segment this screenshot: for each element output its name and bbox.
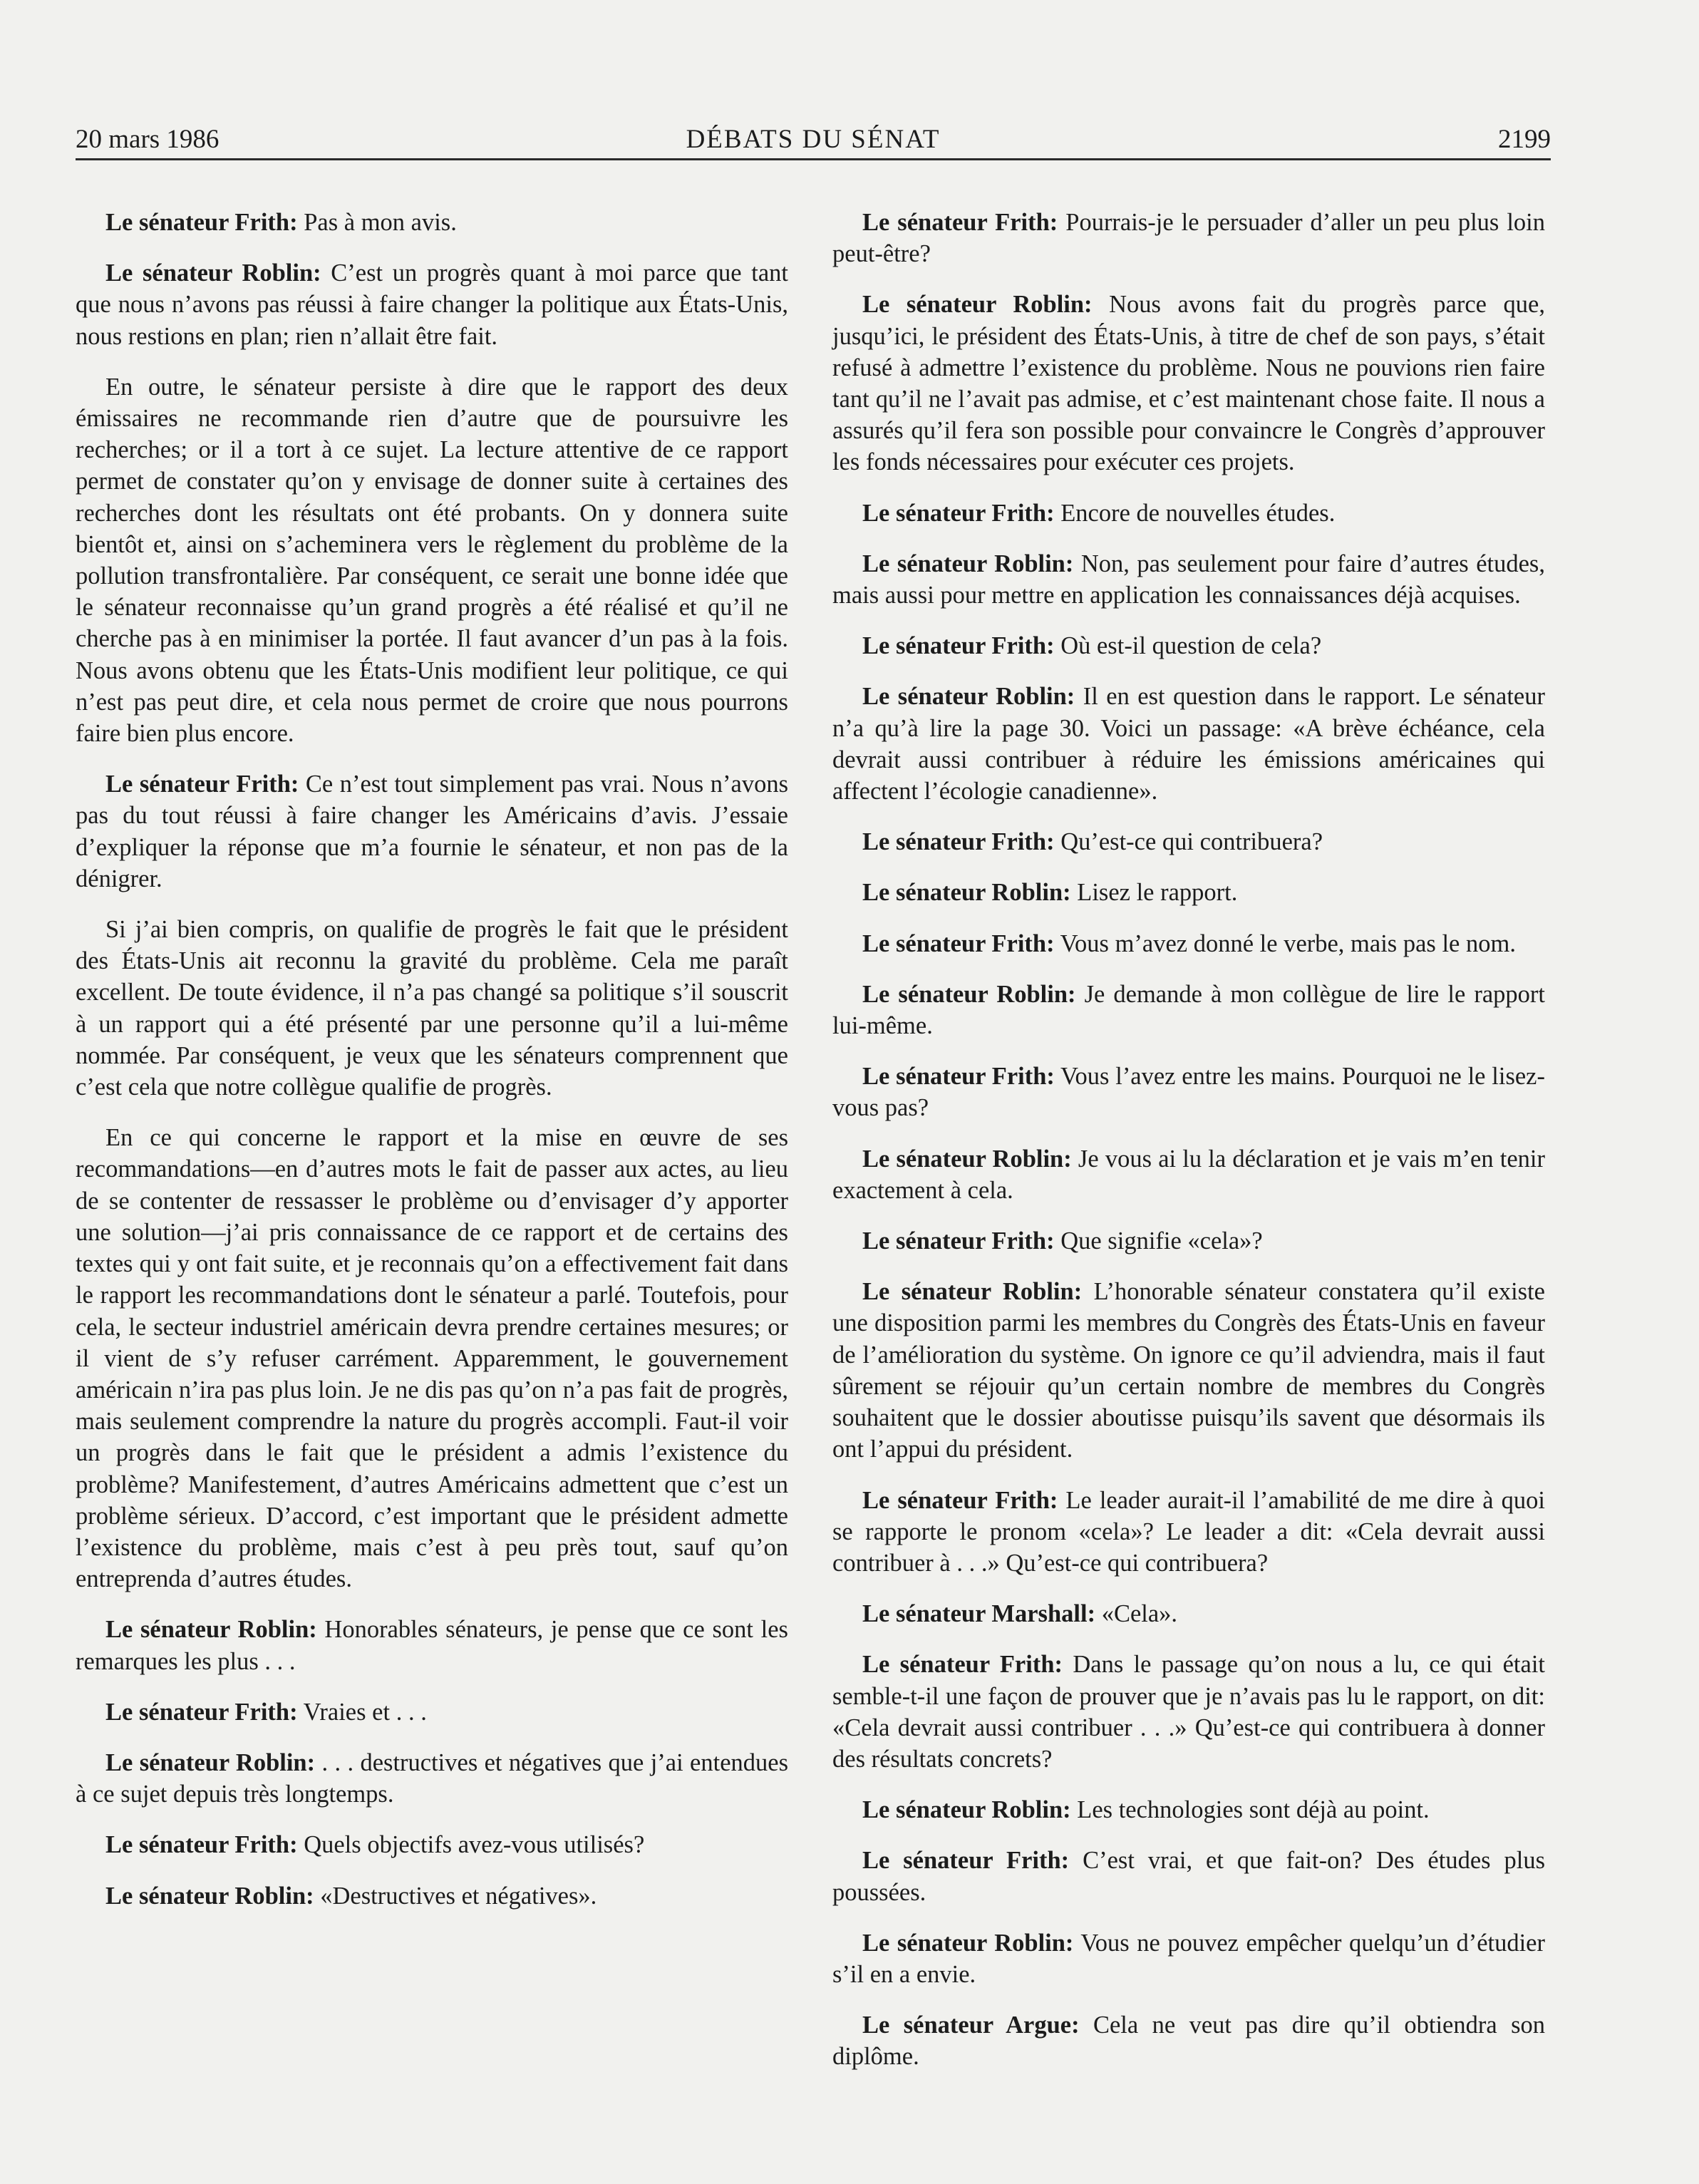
speech: En outre, le sénateur persiste à dire que le rapport des deux émissaires ne recommande rien d’autre que de poursuivre les recherches; or il a tort à ce sujet. La lecture attentive de ce rapport permet de constater qu’on y envisage de donner suite à certaines des recherches dont les résultats ont été probants. On y donnera suite bientôt et, ainsi on s’acheminera vers le règlement du problème de la pollution transfrontalière. Par conséquent, ce serait une bonne idée que le sénateur reconnaisse qu’un grand progrès a été réalisé et qu’il ne cherche pas à en minimiser la portée. Il faut avancer d’un pas à la fois. Nous avons obtenu que les États-Unis modifient leur politique, ce qui n’est pas peut dire, et cela nous permet de croire que nous pourrons faire bien plus encore. <box>76 373 788 748</box>
paragraph <box>832 681 1545 807</box>
speaker: Le sénateur Frith: <box>105 209 298 236</box>
paragraph <box>832 979 1545 1041</box>
paragraph <box>832 1061 1545 1123</box>
speech: Lisez le rapport. <box>1070 879 1238 907</box>
speaker: Le sénateur Frith: <box>862 828 1055 856</box>
speech: Il en est question dans le rapport. Le sénateur n’a qu’à lire la page 30. Voici un passage: «A brève échéance, cela devrait aussi contribuer à réduire les émissions américaines qui affectent l’écologie canadienne». <box>832 683 1545 805</box>
paragraph <box>832 1225 1545 1257</box>
speaker: Le sénateur Frith: <box>862 1227 1055 1255</box>
speech: Qu’est-ce qui contribuera? <box>1054 828 1323 856</box>
speech: Cela ne veut pas dire qu’il obtiendra son diplôme. <box>832 2012 1545 2071</box>
speech: «Destructives et négatives». <box>314 1882 597 1910</box>
header-date: 20 mars 1986 <box>76 125 220 154</box>
speech: Je demande à mon collègue de lire le rapport lui-même. <box>832 980 1545 1040</box>
speech: Encore de nouvelles études. <box>1054 499 1336 527</box>
speech: . . . destructives et négatives que j’ai entendues à ce sujet depuis très longtemps. <box>76 1748 788 1808</box>
paragraph <box>832 1143 1545 1206</box>
paragraph <box>832 1927 1545 1990</box>
speech: Quels objectifs avez-vous utilisés? <box>297 1831 645 1859</box>
speech: Pourrais-je le persuader d’aller un peu plus loin peut-être? <box>832 209 1545 268</box>
paragraph <box>832 207 1545 269</box>
page-header <box>76 121 1551 160</box>
paragraph <box>832 1598 1545 1629</box>
speaker: Le sénateur Roblin: <box>862 980 1076 1008</box>
speaker: Le sénateur Roblin: <box>105 1616 317 1644</box>
paragraph <box>832 630 1545 661</box>
speech: Où est-il question de cela? <box>1054 632 1322 660</box>
paragraph <box>832 928 1545 959</box>
paragraph <box>832 498 1545 529</box>
speech: Pas à mon avis. <box>297 209 457 236</box>
speech: L’honorable sénateur constatera qu’il existe une disposition parmi les membres du Congrès des États-Unis en faveur de l’amélioration du système. On ignore ce qu’il adviendra, mais il faut sûrement se réjouir qu’un certain nombre de membres du Congrès souhaitent que le dossier aboutisse puisqu’ils savent que désormais ils ont l’appui du président. <box>832 1278 1545 1463</box>
speech: En ce qui concerne le rapport et la mise en œuvre de ses recommandations—en d’autres mots le fait de passer aux actes, au lieu de se contenter de ressasser le problème ou d’envisager d’y apporter une solution—j’ai pris connaissance de ce rapport et de certains des textes qui y ont fait suite, et je reconnais qu’on a effectivement fait dans le rapport les recommandations dont le sénateur a parlé. Toutefois, pour cela, le secteur industriel américain devra prendre certaines mesures; or il vient de s’y refuser carrément. Apparemment, le gouvernement américain n’ira pas plus loin. Je ne dis pas qu’on n’a pas fait de progrès, mais seulement comprendre la nature du progrès accompli. Faut-il voir un progrès dans le fait que le président a admis l’existence du problème? Manifestement, d’autres Américains admettent que c’est un problème sérieux. D’accord, c’est important que le président admette l’existence du problème, mais c’est à peu près tout, sauf qu’on entreprenda d’autres études. <box>76 1124 788 1593</box>
speech: Non, pas seulement pour faire d’autres études, mais aussi pour mettre en application les connaissances déjà acquises. <box>832 550 1545 609</box>
paragraph <box>76 914 788 1103</box>
speech: C’est un progrès quant à moi parce que tant que nous n’avons pas réussi à faire changer la politique aux États-Unis, nous restions en plan; rien n’allait être fait. <box>76 259 788 350</box>
speaker: Le sénateur Frith: <box>105 771 299 798</box>
speaker: Le sénateur Frith: <box>862 1063 1055 1091</box>
paragraph <box>76 257 788 352</box>
speaker: Le sénateur Roblin: <box>862 1278 1083 1306</box>
paragraph <box>832 289 1545 478</box>
paragraph <box>76 768 788 895</box>
speech: Si j’ai bien compris, on qualifie de progrès le fait que le président des États-Unis ait reconnu la gravité du problème. Cela me paraît excellent. De toute évidence, il n’a pas changé sa politique s’il souscrit à un rapport qui a été présenté par une personne qu’il a lui-même nommée. Par conséquent, je veux que les sénateurs comprennent que c’est cela que notre collègue qualifie de progrès. <box>76 916 788 1101</box>
speaker: Le sénateur Frith: <box>862 209 1058 236</box>
speaker: Le sénateur Frith: <box>862 1651 1063 1679</box>
speech: Dans le passage qu’on nous a lu, ce qui était semble-t-il une façon de prouver que je n’avais pas lu le rapport, on dit: «Cela devrait aussi contribuer . . .» Qu’est-ce qui contribuera à donner des résultats concrets? <box>832 1651 1545 1773</box>
speech: Honorables sénateurs, je pense que ce sont les remarques les plus . . . <box>76 1616 788 1675</box>
paragraph <box>832 1485 1545 1580</box>
speech: Vous l’avez entre les mains. Pourquoi ne le lisez-vous pas? <box>832 1063 1545 1122</box>
speaker: Le sénateur Roblin: <box>862 550 1074 577</box>
paragraph <box>76 1880 788 1912</box>
speech: C’est vrai, et que fait-on? Des études plus poussées. <box>832 1847 1545 1906</box>
speech: Vous m’avez donné le verbe, mais pas le nom. <box>1054 929 1516 957</box>
speech: Que signifie «cela»? <box>1054 1227 1263 1255</box>
right-column <box>832 207 1545 2092</box>
speaker: Le sénateur Argue: <box>862 2012 1080 2039</box>
paragraph <box>76 1747 788 1810</box>
header-page-number: 2199 <box>1498 125 1551 154</box>
paragraph <box>832 1649 1545 1775</box>
speaker: Le sénateur Frith: <box>862 1486 1058 1514</box>
header-title: DÉBATS DU SÉNAT <box>686 125 941 154</box>
speaker: Le sénateur Frith: <box>105 1698 298 1726</box>
speaker: Le sénateur Frith: <box>105 1831 298 1859</box>
speech: Je vous ai lu la déclaration et je vais m’en tenir exactement à cela. <box>832 1145 1545 1204</box>
paragraph <box>76 371 788 749</box>
paragraph <box>832 2009 1545 2072</box>
paragraph <box>832 548 1545 611</box>
speech: Vous ne pouvez empêcher quelqu’un d’étudier s’il en a envie. <box>832 1929 1545 1988</box>
paragraph <box>76 1829 788 1860</box>
speaker: Le sénateur Frith: <box>862 1847 1070 1875</box>
speaker: Le sénateur Frith: <box>862 499 1055 527</box>
speaker: Le sénateur Roblin: <box>105 259 321 287</box>
speech: Le leader aurait-il l’amabilité de me dire à quoi se rapporte le pronom «cela»? Le leader a dit: «Cela devrait aussi contribuer à . . .» Qu’est-ce qui contribuera? <box>832 1486 1545 1577</box>
speaker: Le sénateur Roblin: <box>862 1145 1072 1173</box>
speaker: Le sénateur Roblin: <box>862 291 1093 319</box>
speaker: Le sénateur Roblin: <box>105 1882 314 1910</box>
speech: «Cela». <box>1095 1600 1178 1628</box>
speaker: Le sénateur Frith: <box>862 929 1055 957</box>
paragraph <box>832 1276 1545 1465</box>
left-column <box>76 207 788 1931</box>
paragraph <box>76 207 788 238</box>
paragraph <box>832 826 1545 857</box>
speaker: Le sénateur Roblin: <box>862 1796 1071 1824</box>
speaker: Le sénateur Roblin: <box>862 683 1075 711</box>
speaker: Le sénateur Frith: <box>862 632 1055 660</box>
speech: Nous avons fait du progrès parce que, jusqu’ici, le président des États-Unis, à titre de chef de son pays, s’était refusé à admettre l’existence du problème. Nous ne pouvions rien faire tant qu’il ne l’avait pas admise, et c’est maintenant chose faite. Il nous a assurés qu’il fera son possible pour convaincre le Congrès d’approuver les fonds nécessaires pour exécuter ces projets. <box>832 291 1545 476</box>
speech: Vraies et . . . <box>297 1698 427 1726</box>
speaker: Le sénateur Roblin: <box>862 1929 1074 1957</box>
paragraph <box>832 1794 1545 1825</box>
speaker: Le sénateur Roblin: <box>862 879 1071 907</box>
speech: Ce n’est tout simplement pas vrai. Nous n’avons pas du tout réussi à faire changer les Américains d’avis. J’essaie d’expliquer la réponse que m’a fournie le sénateur, et non pas de la dénigrer. <box>76 771 788 892</box>
speech: Les technologies sont déjà au point. <box>1070 1796 1430 1824</box>
paragraph <box>76 1696 788 1728</box>
paragraph <box>832 1845 1545 1907</box>
paragraph <box>76 1122 788 1595</box>
paragraph <box>832 877 1545 908</box>
paragraph <box>76 1614 788 1676</box>
speaker: Le sénateur Roblin: <box>105 1748 316 1776</box>
speaker: Le sénateur Marshall: <box>862 1600 1096 1628</box>
